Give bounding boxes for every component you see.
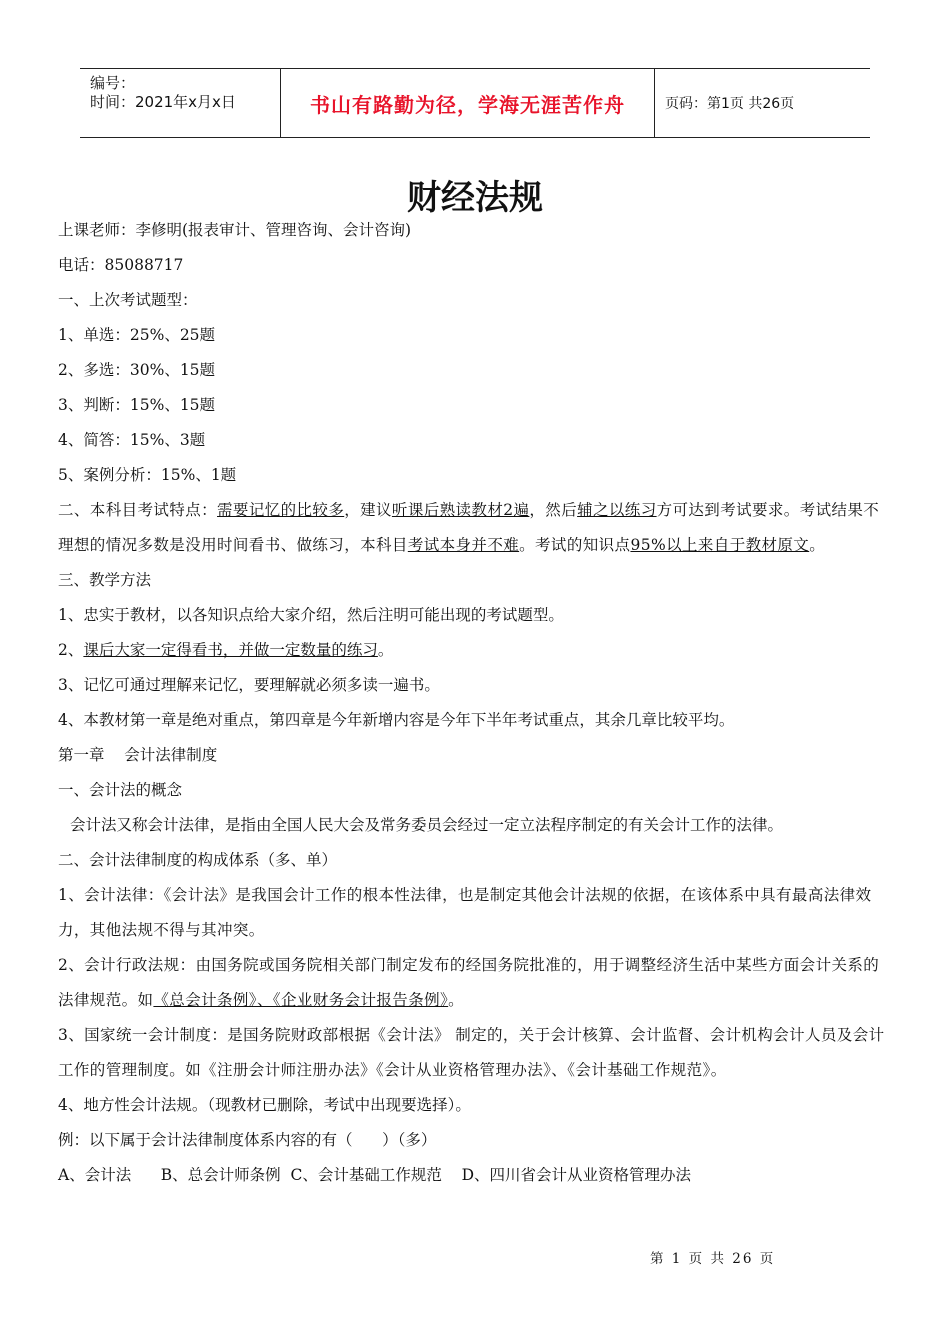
page-header: [80, 68, 870, 138]
underlined-text: 95%以上来自于教材原文: [630, 536, 810, 554]
underlined-text: 课后大家一定得看书，并做一定数量的练习: [83, 641, 378, 659]
list-item: 5、案例分析：15%、1题: [58, 466, 237, 484]
document-body: [58, 213, 894, 1193]
header-page-info: 页码：第1页 共26页: [665, 96, 795, 112]
underlined-text: 需要记忆的比较多: [217, 501, 345, 519]
text-run: 。: [809, 536, 826, 554]
list-item: 3、判断：15%、15题: [58, 396, 216, 414]
underlined-text: 听课后熟读教材2遍: [391, 501, 530, 519]
paragraph: [58, 948, 894, 1018]
page-footer: 第 1 页 共 26 页: [650, 1251, 776, 1267]
text-run: 。: [377, 641, 394, 659]
paragraph: 3、国家统一会计制度：是国务院财政部根据《会计法》 制定的，关于会计核算、会计监督、会计机构会计人员及会计工作的管理制度。如《注册会计师注册办法》《会计从业资格管理办法》、《会计基础工作规范》。: [58, 1026, 885, 1079]
section-heading: 二、会计法律制度的构成体系（多、单）: [58, 851, 338, 869]
list-item: 3、记忆可通过理解来记忆，要理解就必须多读一遍书。: [58, 676, 440, 694]
example-options: A、会计法 B、总会计师条例 C、会计基础工作规范 D、四川省会计从业资格管理办法: [58, 1166, 691, 1184]
paragraph: 会计法又称会计法律，是指由全国人民大会及常务委员会经过一定立法程序制定的有关会计工作的法律。: [70, 816, 784, 834]
phone-line: 电话：85088717: [58, 256, 184, 274]
section-heading: 一、会计法的概念: [58, 781, 183, 799]
chapter-heading: 第一章 会计法律制度: [58, 746, 218, 764]
section-exam-types: 一、上次考试题型：: [58, 291, 198, 309]
header-number: 编号：: [90, 74, 136, 92]
text-run: ，然后: [529, 501, 578, 519]
list-item: 4、本教材第一章是绝对重点，第四章是今年新增内容是今年下半年考试重点，其余几章比较平均。: [58, 711, 735, 729]
text-run: 2、会计行政法规：由国务院或国务院相关部门制定发布的经国务院批准的，用于调整经济生活中某些方面会计关系的法律规范。如: [58, 956, 880, 1009]
text-run: ，建议: [344, 501, 392, 519]
header-date: 时间：2021年x月x日: [90, 93, 236, 111]
paragraph: 1、会计法律：《会计法》是我国会计工作的根本性法律，也是制定其他会计法规的依据，在该体系中具有最高法律效力，其他法规不得与其冲突。: [58, 886, 872, 939]
text-run: 。: [448, 991, 465, 1009]
list-item: [58, 633, 894, 668]
list-item: 1、单选：25%、25题: [58, 326, 216, 344]
text-run: 。考试的知识点: [519, 536, 631, 554]
list-item: 4、简答：15%、3题: [58, 431, 206, 449]
list-item: 2、多选：30%、15题: [58, 361, 216, 379]
text-run: 二、本科目考试特点：: [58, 501, 218, 519]
header-meta: [80, 69, 281, 137]
header-motto-cell: [281, 69, 655, 137]
teacher-line: 上课老师：李修明(报表审计、管理咨询、会计咨询): [58, 221, 412, 239]
example-question: 例：以下属于会计法律制度体系内容的有（ ）（多）: [58, 1131, 437, 1149]
list-item: 4、地方性会计法规。（现教材已删除，考试中出现要选择）。: [58, 1096, 471, 1114]
underlined-text: 考试本身并不难: [407, 536, 520, 554]
text-run: 2、: [58, 641, 84, 659]
underlined-text: 辅之以练习: [577, 501, 657, 519]
document-title: 财经法规: [407, 178, 543, 218]
underlined-text: 《总会计条例》、《企业财务会计报告条例》: [153, 991, 449, 1009]
text-run: 方可达到考试要求。考试结果不理想的情况多数是没用时间看书、做练习，本科目: [58, 501, 880, 554]
list-item: 1、忠实于教材，以各知识点给大家介绍，然后注明可能出现的考试题型。: [58, 606, 564, 624]
header-motto: 书山有路勤为径，学海无涯苦作舟: [310, 92, 625, 117]
exam-features-paragraph: [58, 493, 894, 563]
section-teaching-method: 三、教学方法: [58, 571, 152, 589]
